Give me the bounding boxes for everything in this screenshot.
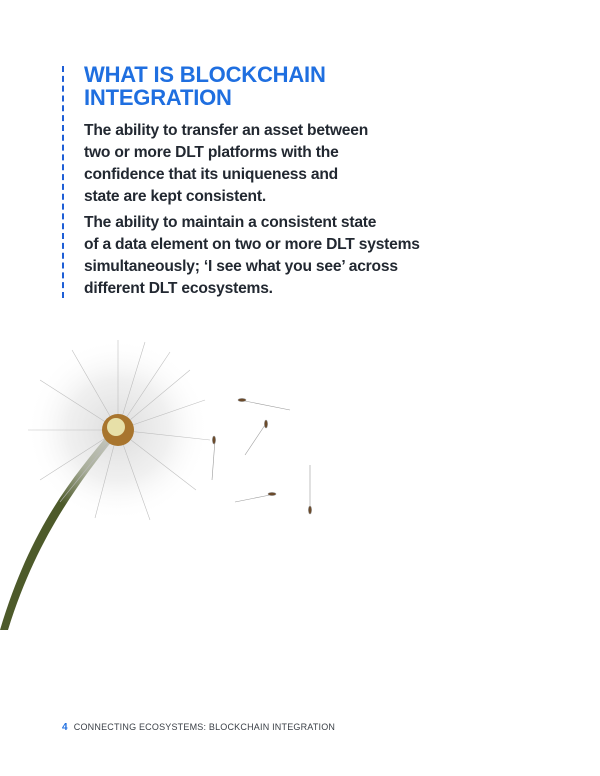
floating-seeds [212,398,312,514]
dashed-accent-rule [62,66,64,298]
running-title: CONNECTING ECOSYSTEMS: BLOCKCHAIN INTEGRATION [73,722,336,732]
title-line: INTEGRATION [84,85,232,110]
definition-line: state are kept consistent. [84,188,266,205]
definition-line: of a data element on two or more DLT systems [84,236,420,253]
title-line: WHAT IS BLOCKCHAIN [84,62,326,87]
definition-line: The ability to maintain a consistent state [84,214,377,231]
dandelion-illustration [0,330,360,630]
definition-line: The ability to transfer an asset between [84,122,369,139]
page-title [84,63,504,109]
definition-consistent-state [84,212,504,300]
definition-line: different DLT ecosystems. [84,280,273,297]
definition-line: simultaneously; ‘I see what you see’ across [84,258,398,275]
definition-asset-transfer [84,120,504,208]
definition-line: two or more DLT platforms with the [84,144,339,161]
page-footer [62,722,335,733]
dandelion-receptacle-center [107,418,125,436]
definition-line: confidence that its uniqueness and [84,166,338,183]
page-number: 4 [62,722,68,733]
